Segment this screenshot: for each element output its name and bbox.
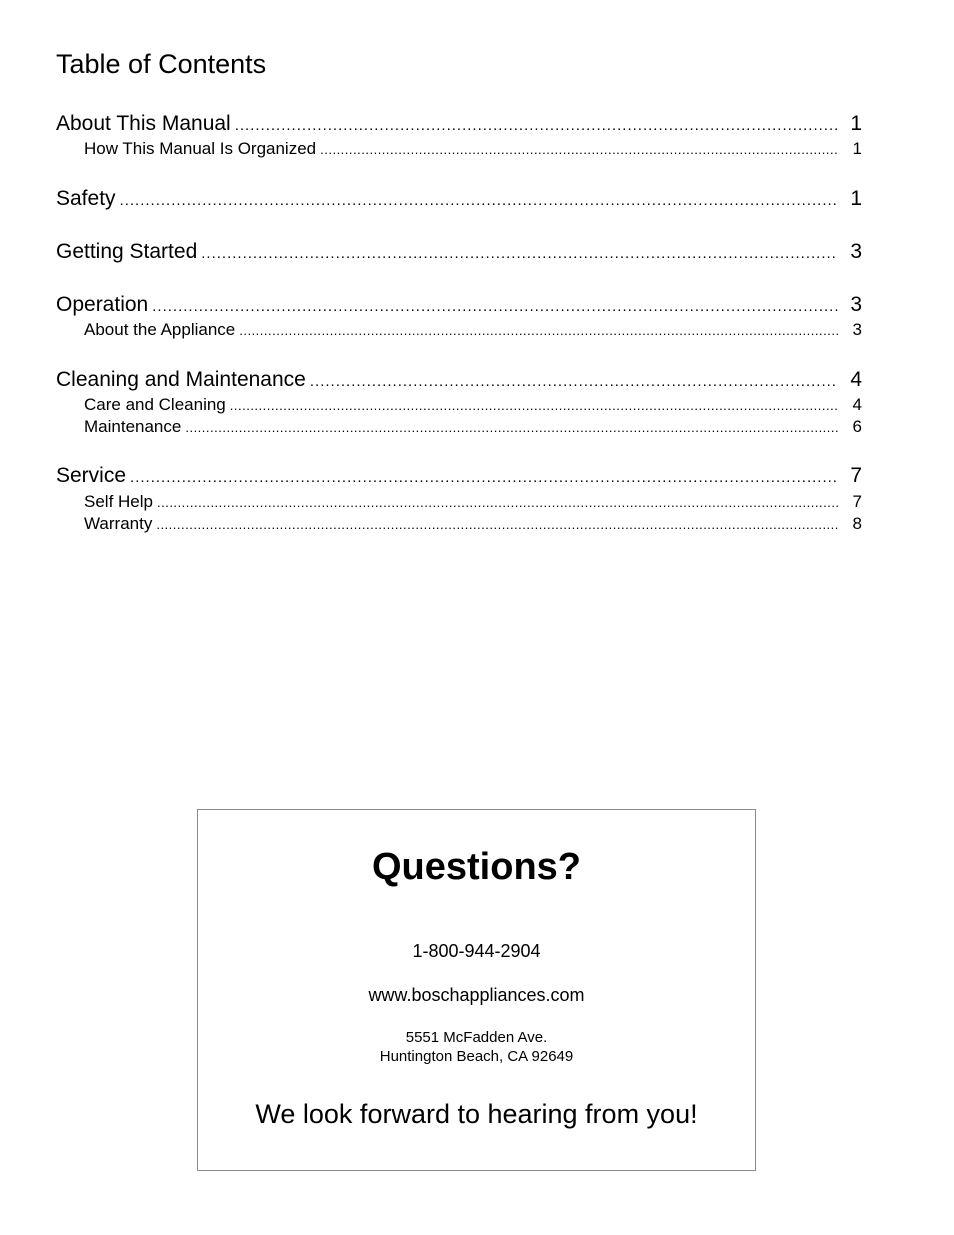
toc-entry-care-and-cleaning[interactable] <box>84 395 862 416</box>
toc-entry-getting-started[interactable] <box>56 239 862 267</box>
toc-entry-safety[interactable] <box>56 186 862 214</box>
toc-entry-self-help[interactable] <box>84 492 862 513</box>
toc-entry-label: Safety <box>56 187 116 210</box>
toc-page-number: 1 <box>852 139 862 158</box>
toc-leader-dots <box>235 113 838 139</box>
toc-entry-label: Care and Cleaning <box>84 395 226 414</box>
toc-entry-how-this-manual-is-organized[interactable] <box>84 139 862 160</box>
toc-page-number: 4 <box>852 395 862 414</box>
toc-leader-dots <box>156 515 838 535</box>
toc-leader-dots <box>120 188 838 214</box>
toc-page-number: 8 <box>852 514 862 533</box>
toc-entry-label: Operation <box>56 293 149 316</box>
toc-leader-dots <box>239 321 838 341</box>
toc-leader-dots <box>230 396 838 416</box>
toc-leader-dots <box>310 369 838 395</box>
toc-entry-operation[interactable] <box>56 292 862 320</box>
toc-entry-about-the-appliance[interactable] <box>84 320 862 341</box>
toc-entry-label: How This Manual Is Organized <box>84 139 317 158</box>
toc-entry-label: Maintenance <box>84 417 182 436</box>
closing-message: We look forward to hearing from you! <box>255 1099 698 1129</box>
toc-leader-dots <box>152 294 838 320</box>
toc-page-number: 3 <box>852 320 862 339</box>
toc-entry-cleaning-and-maintenance[interactable] <box>56 367 862 395</box>
toc-entry-about-this-manual[interactable] <box>56 111 862 139</box>
toc-entry-maintenance[interactable] <box>84 417 862 438</box>
toc-entry-label: About the Appliance <box>84 320 236 339</box>
toc-page-number: 3 <box>850 240 862 263</box>
toc-page-number: 7 <box>850 464 862 487</box>
toc-leader-dots <box>201 241 838 267</box>
toc-entry-label: About This Manual <box>56 112 231 135</box>
toc-entry-label: Getting Started <box>56 240 198 263</box>
toc-entry-label: Warranty <box>84 514 153 533</box>
toc-entry-label: Self Help <box>84 492 153 511</box>
questions-heading: Questions? <box>371 846 582 888</box>
toc-page-number: 6 <box>852 417 862 436</box>
toc-leader-dots <box>130 465 838 491</box>
toc-leader-dots <box>157 493 838 513</box>
toc-page-number: 4 <box>850 368 862 391</box>
toc-entry-label: Service <box>56 464 127 487</box>
toc-entry-label: Cleaning and Maintenance <box>56 368 306 391</box>
phone-number: 1-800-944-2904 <box>412 941 541 961</box>
toc-leader-dots <box>185 418 838 438</box>
toc-leader-dots <box>320 140 838 160</box>
address-line-2: Huntington Beach, CA 92649 <box>379 1048 574 1065</box>
toc-entry-service[interactable] <box>56 463 862 491</box>
website-link[interactable]: www.boschappliances.com <box>368 985 585 1005</box>
toc-page-number: 1 <box>850 187 862 210</box>
toc-page-number: 1 <box>850 112 862 135</box>
toc-page-number: 7 <box>852 492 862 511</box>
toc-title: Table of Contents <box>56 49 267 79</box>
address-line-1: 5551 McFadden Ave. <box>405 1029 548 1046</box>
contact-box <box>197 809 756 1171</box>
toc-entry-warranty[interactable] <box>84 514 862 535</box>
toc-page-number: 3 <box>850 293 862 316</box>
